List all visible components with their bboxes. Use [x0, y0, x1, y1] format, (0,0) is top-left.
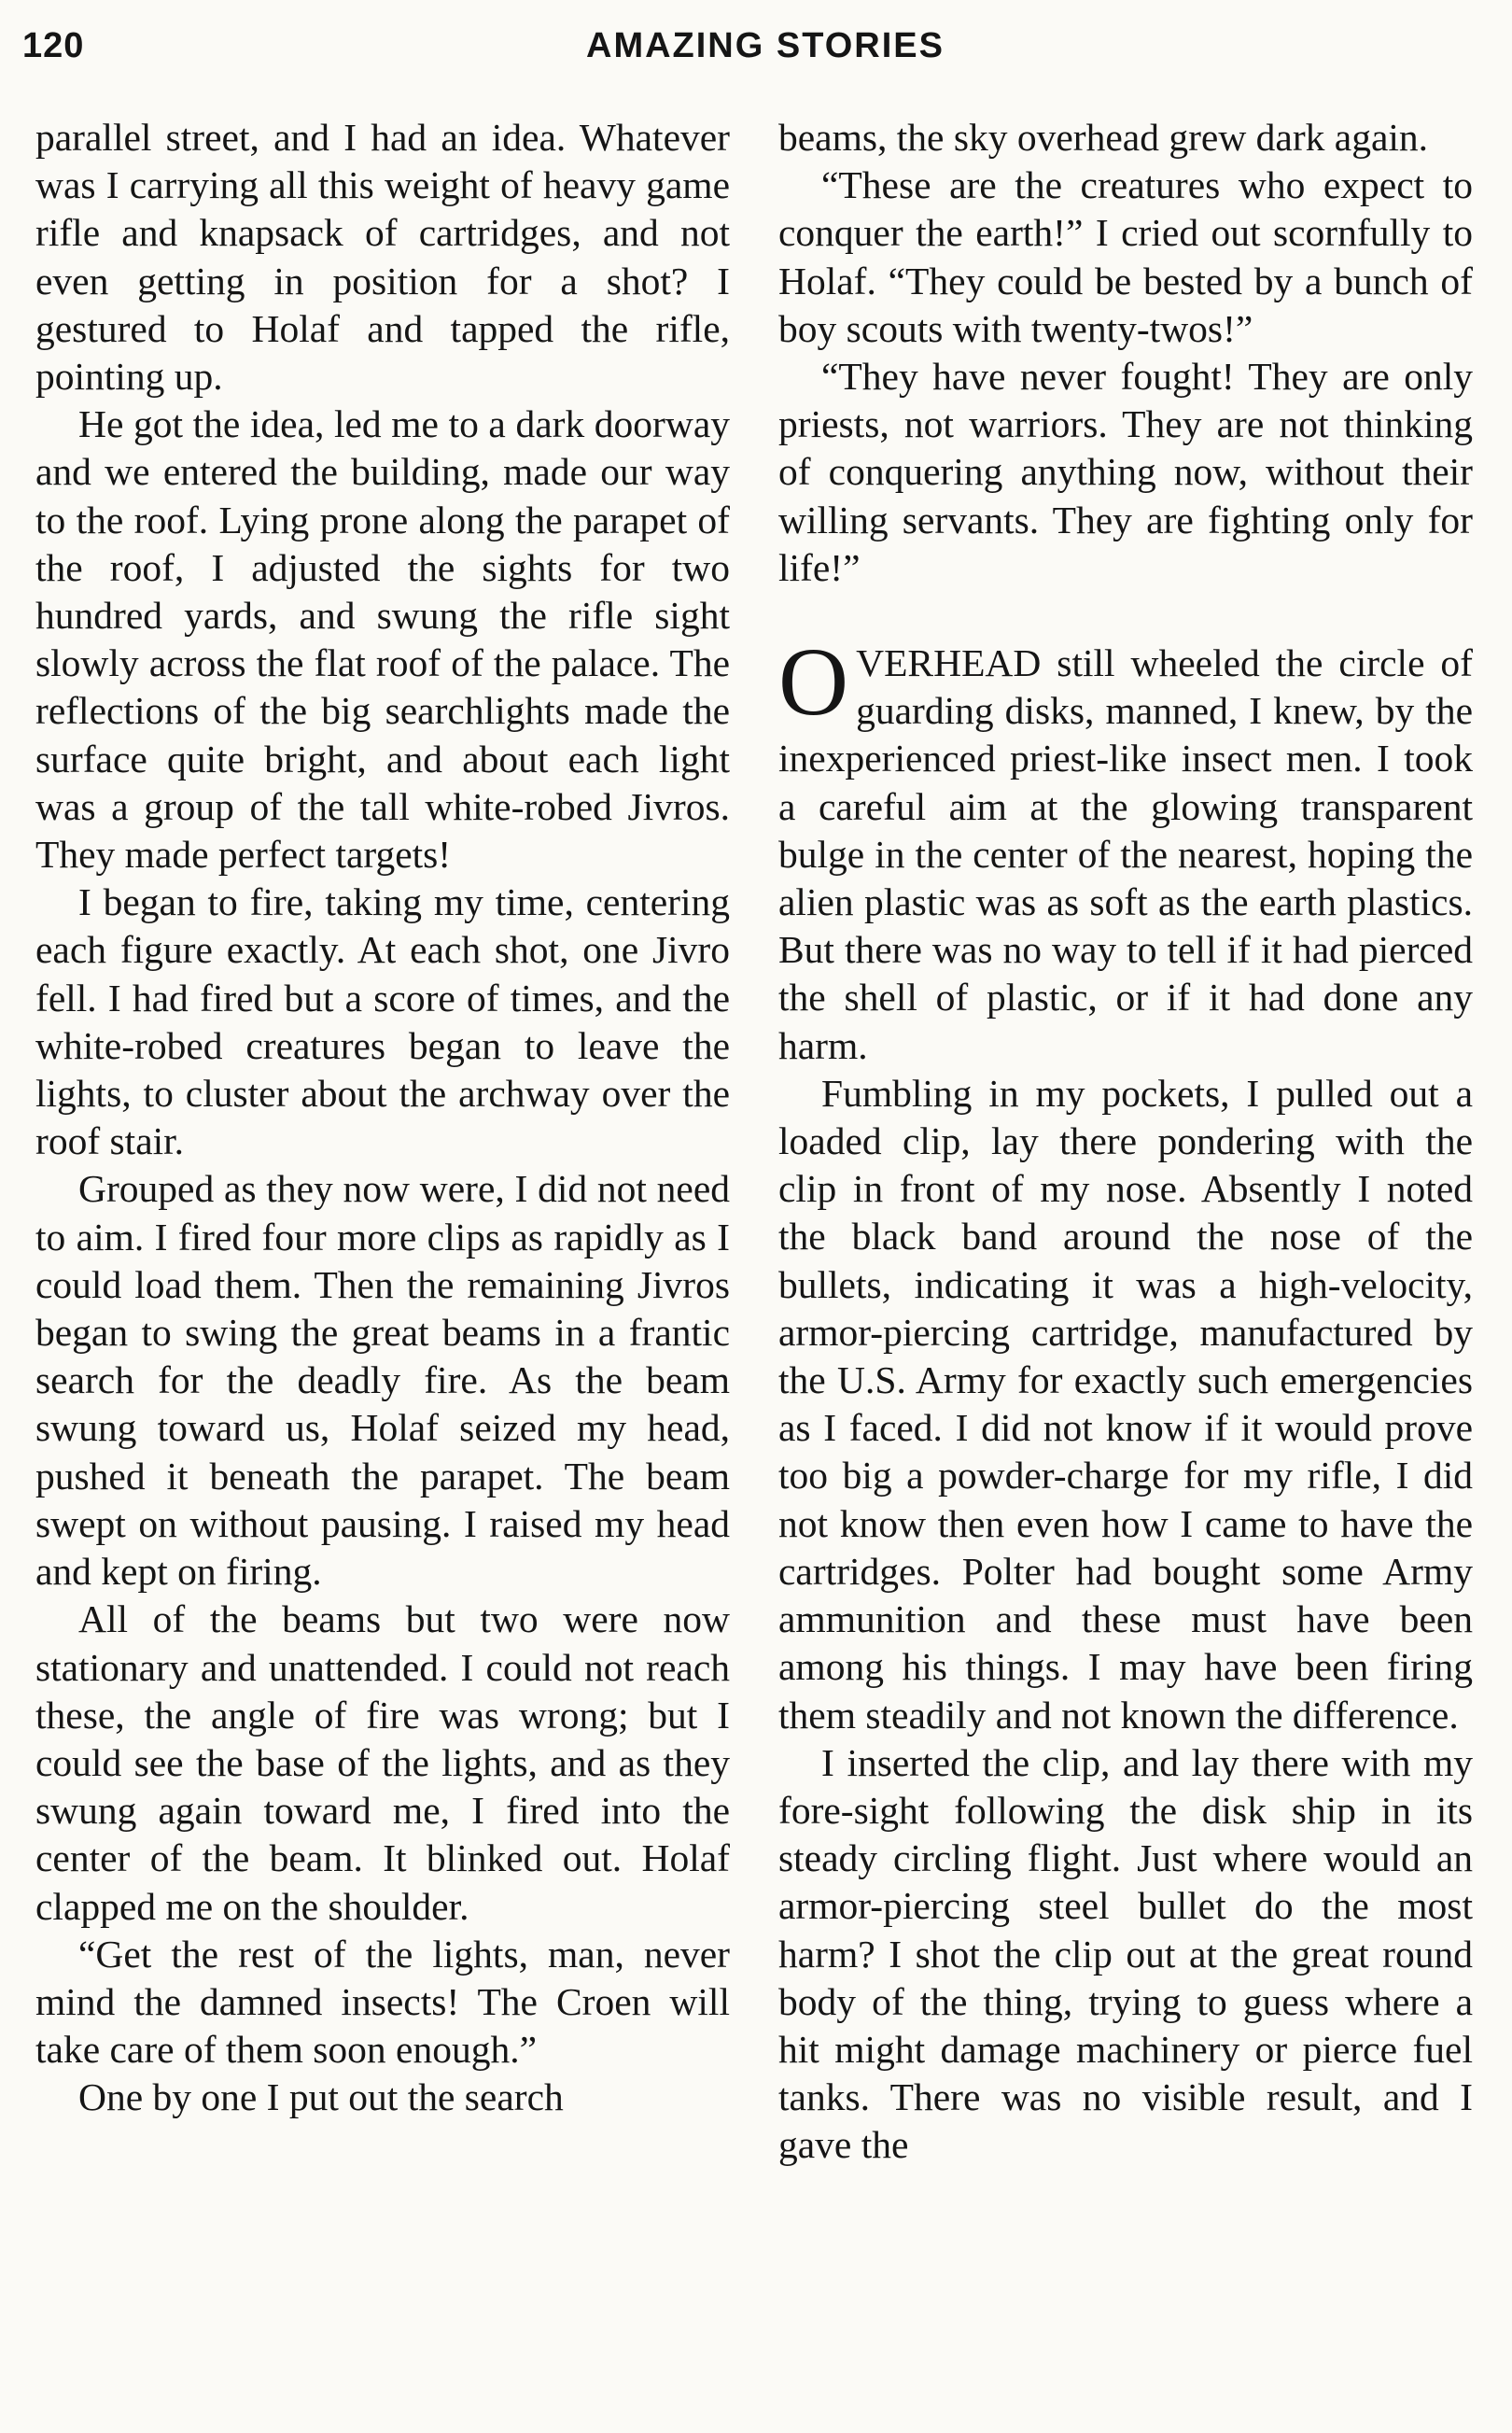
right-column — [778, 114, 1473, 2170]
running-title: AMAZING STORIES — [586, 26, 945, 65]
paragraph: Grouped as they now were, I did not need to aim. I fired four more clips as rapidly as I could load them. Then the remaining Jivros began to swing the great beams in a frantic search for the deadly fire. As the beam swung toward us, Holaf seized my head, pushed it beneath the parapet. The beam swept on without pausing. I raised my head and kept on firing. — [35, 1167, 730, 1594]
paragraph: All of the beams but two were now stationary and unattended. I could not reach these, the angle of fire was wrong; but I could see the base of the lights, and as they swung again toward me, I fired into the center of the beam. It blinked out. Holaf clapped me on the shoulder. — [35, 1597, 730, 1928]
left-column — [35, 114, 730, 2122]
paragraph: Fumbling in my pockets, I pulled out a loaded clip, lay there pondering with the clip in front of my nose. Absently I noted the black band around the nose of the bullets, indicating it was a high-velocity, armor-piercing cartridge, manufactured by the U.S. Army for exactly such emergencies as I faced. I did not know if it would prove too big a powder-charge for my rifle, I did not know then even how I came to have the cartridges. Polter had bought some Army ammunition and these must have been among his things. I may have been firing them steadily and not known the difference. — [778, 1071, 1473, 1737]
page-header — [0, 26, 1512, 73]
section-lead-text: VERHEAD still wheeled the circle of guarding disks, manned, I knew, by the inexperienced priest-like insect men. I took a careful aim at the glowing transparent bulge in the center of the nearest, hoping the alien plastic was as soft as the earth plastics. But there was no way to tell if it had pierced the shell of plastic, or if it had done any harm. — [778, 641, 1473, 1067]
paragraph: He got the idea, led me to a dark doorway and we entered the building, made our way to the roof. Lying prone along the parapet of the roof, I adjusted the sights for two hundred yards, and swung the rifle sight slowly across the flat roof of the palace. The reflections of the big searchlights made the surface quite bright, and about each light was a group of the tall white-robed Jivros. They made perfect targets! — [35, 402, 730, 877]
page-number: 120 — [22, 26, 85, 65]
paragraph: beams, the sky overhead grew dark again. — [778, 116, 1429, 159]
drop-cap: O — [778, 628, 849, 737]
paragraph: parallel street, and I had an idea. Whatever was I carrying all this weight of heavy game rifle and knapsack of cartridges, and not even getting in position for a shot? I gestured to Holaf and tapped the rifle, pointing up. — [35, 116, 730, 399]
paragraph: I began to fire, taking my time, centering each figure exactly. At each shot, one Jivro fell. I had fired but a score of times, and the white-robed creatures began to leave the lights, to cluster about the archway over the roof stair. — [35, 880, 730, 1163]
section-paragraph — [778, 628, 1473, 1070]
paragraph: I inserted the clip, and lay there with my fore-sight following the disk ship in its steady circling flight. Just where would an armor-piercing steel bullet do the most harm? I shot the clip out at the great round body of the thing, trying to guess where a hit might damage machinery or pierce fuel tanks. There was no visible result, and I gave the — [778, 1740, 1473, 2167]
paragraph: “Get the rest of the lights, man, never mind the damned insects! The Croen will take care of them soon enough.” — [35, 1932, 730, 2072]
paragraph: “These are the creatures who expect to conquer the earth!” I cried out scornfully to Holaf. “They could be bested by a bunch of boy scouts with twenty-twos!” — [778, 163, 1473, 350]
paragraph: “They have never fought! They are only priests, not warriors. They are not thinking of conquering anything now, without their willing servants. They are fighting only for life!” — [778, 355, 1473, 589]
paragraph: One by one I put out the search — [78, 2075, 564, 2119]
